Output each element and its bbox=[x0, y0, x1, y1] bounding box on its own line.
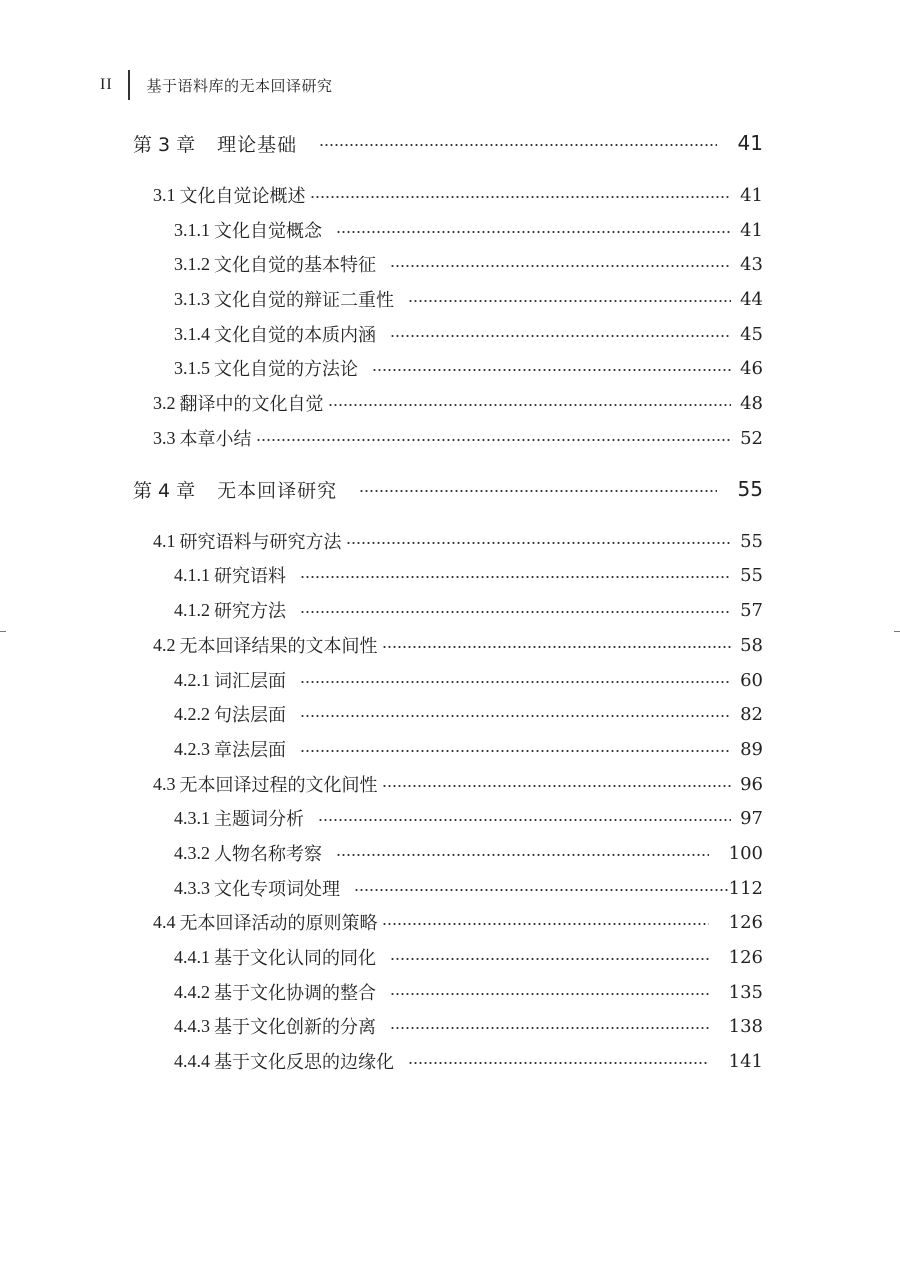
dot-leader bbox=[390, 1026, 709, 1030]
toc-subsection-4-1-1[interactable] bbox=[174, 557, 763, 593]
dot-leader bbox=[336, 230, 731, 234]
toc-section-4-1[interactable] bbox=[153, 523, 763, 559]
page-number: 58 bbox=[740, 634, 763, 656]
subsection-title: 文化自觉的辩证二重性 bbox=[214, 290, 394, 311]
toc-subsection-4-2-1[interactable] bbox=[174, 662, 763, 698]
dot-leader bbox=[372, 368, 731, 372]
dot-leader bbox=[354, 888, 729, 892]
chapter-title: 无本回译研究 bbox=[217, 479, 338, 502]
toc-subsection-4-4-3[interactable] bbox=[174, 1008, 763, 1044]
page-number: 48 bbox=[740, 392, 763, 414]
toc-section-3-2[interactable] bbox=[153, 385, 763, 421]
dot-leader bbox=[382, 922, 709, 926]
dot-leader bbox=[336, 853, 709, 857]
running-header bbox=[100, 70, 333, 100]
subsection-number: 4.1.2 bbox=[174, 599, 210, 620]
subsection-number: 4.2.2 bbox=[174, 703, 210, 724]
page-number: 97 bbox=[740, 807, 763, 829]
subsection-number: 3.1.4 bbox=[174, 323, 210, 344]
chapter-number: 第 3 章 bbox=[133, 133, 196, 156]
dot-leader bbox=[300, 610, 731, 614]
page-number: 41 bbox=[737, 131, 763, 155]
section-number: 3.3 bbox=[153, 427, 176, 448]
page-number: 96 bbox=[740, 773, 763, 795]
dot-leader bbox=[382, 645, 732, 649]
page-number: 135 bbox=[728, 981, 763, 1003]
section-title: 无本回译过程的文化间性 bbox=[179, 775, 378, 796]
section-title: 本章小结 bbox=[179, 429, 252, 450]
toc-subsection-4-3-2[interactable] bbox=[174, 835, 763, 871]
dot-leader bbox=[408, 299, 731, 303]
page-number: 138 bbox=[728, 1015, 763, 1037]
subsection-number: 3.1.2 bbox=[174, 253, 210, 274]
subsection-number: 4.4.1 bbox=[174, 946, 210, 967]
header-book-title: 基于语料库的无本回译研究 bbox=[146, 76, 333, 95]
dot-leader bbox=[300, 749, 731, 753]
section-number: 3.2 bbox=[153, 392, 176, 413]
toc-subsection-4-2-3[interactable] bbox=[174, 731, 763, 767]
section-number: 4.2 bbox=[153, 634, 176, 655]
crop-mark-left bbox=[0, 631, 6, 632]
toc-subsection-3-1-1[interactable] bbox=[174, 212, 763, 248]
page-number: 44 bbox=[740, 288, 763, 310]
page-number: 89 bbox=[740, 738, 763, 760]
subsection-title: 词汇层面 bbox=[214, 671, 286, 692]
toc-section-4-4[interactable] bbox=[153, 904, 763, 940]
toc-subsection-3-1-2[interactable] bbox=[174, 246, 763, 282]
page-number: 126 bbox=[728, 946, 763, 968]
page-number: 46 bbox=[740, 357, 763, 379]
toc-subsection-4-4-1[interactable] bbox=[174, 939, 763, 975]
page-number: 52 bbox=[740, 427, 763, 449]
page-number: 57 bbox=[740, 599, 763, 621]
toc-subsection-4-1-2[interactable] bbox=[174, 592, 763, 628]
page-number: 41 bbox=[740, 219, 763, 241]
subsection-title: 文化自觉的本质内涵 bbox=[214, 325, 376, 346]
toc-section-3-1[interactable] bbox=[153, 177, 763, 213]
page-number: 112 bbox=[728, 877, 763, 899]
subsection-number: 4.3.2 bbox=[174, 842, 210, 863]
chapter-number: 第 4 章 bbox=[133, 479, 196, 502]
subsection-number: 4.4.3 bbox=[174, 1015, 210, 1036]
subsection-title: 基于文化认同的同化 bbox=[214, 948, 376, 969]
page-number: 45 bbox=[740, 323, 763, 345]
subsection-title: 研究方法 bbox=[214, 601, 286, 622]
subsection-title: 文化自觉的方法论 bbox=[214, 359, 358, 380]
dot-leader bbox=[300, 575, 731, 579]
dot-leader bbox=[319, 143, 717, 147]
toc-section-4-3[interactable] bbox=[153, 766, 763, 802]
subsection-title: 基于文化反思的边缘化 bbox=[214, 1052, 394, 1073]
page-number: 126 bbox=[728, 911, 763, 933]
subsection-number: 3.1.5 bbox=[174, 357, 210, 378]
subsection-number: 3.1.1 bbox=[174, 219, 210, 240]
subsection-number: 3.1.3 bbox=[174, 288, 210, 309]
subsection-title: 文化自觉概念 bbox=[214, 221, 322, 242]
toc-subsection-4-2-2[interactable] bbox=[174, 696, 763, 732]
section-number: 4.4 bbox=[153, 911, 176, 932]
dot-leader bbox=[359, 489, 717, 493]
subsection-title: 基于文化协调的整合 bbox=[214, 983, 376, 1004]
toc-chapter-3[interactable] bbox=[133, 125, 763, 161]
subsection-title: 章法层面 bbox=[214, 740, 286, 761]
subsection-number: 4.4.2 bbox=[174, 981, 210, 1002]
header-page-number: II bbox=[100, 76, 113, 93]
section-title: 无本回译活动的原则策略 bbox=[179, 913, 378, 934]
dot-leader bbox=[318, 818, 731, 822]
page-number: 41 bbox=[740, 184, 763, 206]
subsection-title: 人物名称考察 bbox=[214, 844, 322, 865]
subsection-title: 主题词分析 bbox=[214, 809, 304, 830]
subsection-title: 句法层面 bbox=[214, 705, 286, 726]
page-number: 60 bbox=[740, 669, 763, 691]
toc-chapter-4[interactable] bbox=[133, 471, 763, 507]
toc-subsection-3-1-4[interactable] bbox=[174, 316, 763, 352]
section-title: 文化自觉论概述 bbox=[179, 186, 306, 207]
dot-leader bbox=[390, 957, 709, 961]
section-number: 4.3 bbox=[153, 773, 176, 794]
crop-mark-right bbox=[894, 631, 900, 632]
page-number: 43 bbox=[740, 253, 763, 275]
dot-leader bbox=[346, 541, 732, 545]
dot-leader bbox=[310, 195, 732, 199]
toc-section-3-3[interactable] bbox=[153, 420, 763, 456]
page-number: 55 bbox=[737, 477, 763, 501]
subsection-number: 4.2.3 bbox=[174, 738, 210, 759]
subsection-number: 4.2.1 bbox=[174, 669, 210, 690]
toc-subsection-4-4-4[interactable] bbox=[174, 1043, 763, 1079]
section-number: 3.1 bbox=[153, 184, 176, 205]
page-number: 55 bbox=[740, 564, 763, 586]
subsection-title: 基于文化创新的分离 bbox=[214, 1017, 376, 1038]
toc-subsection-3-1-5[interactable] bbox=[174, 350, 763, 386]
page-number: 55 bbox=[740, 530, 763, 552]
page-number: 82 bbox=[740, 703, 763, 725]
section-title: 研究语料与研究方法 bbox=[179, 532, 342, 553]
dot-leader bbox=[328, 403, 732, 407]
subsection-title: 文化自觉的基本特征 bbox=[214, 255, 376, 276]
dot-leader bbox=[382, 784, 732, 788]
subsection-number: 4.4.4 bbox=[174, 1050, 210, 1071]
dot-leader bbox=[300, 714, 731, 718]
toc-section-4-2[interactable] bbox=[153, 627, 763, 663]
toc-subsection-4-4-2[interactable] bbox=[174, 974, 763, 1010]
toc-subsection-4-3-1[interactable] bbox=[174, 800, 763, 836]
dot-leader bbox=[390, 992, 709, 996]
section-title: 无本回译结果的文本间性 bbox=[179, 636, 378, 657]
section-number: 4.1 bbox=[153, 530, 176, 551]
dot-leader bbox=[408, 1061, 709, 1065]
subsection-number: 4.3.1 bbox=[174, 807, 210, 828]
subsection-number: 4.3.3 bbox=[174, 877, 210, 898]
toc-subsection-3-1-3[interactable] bbox=[174, 281, 763, 317]
dot-leader bbox=[300, 680, 731, 684]
section-title: 翻译中的文化自觉 bbox=[179, 394, 324, 415]
dot-leader bbox=[390, 334, 731, 338]
subsection-title: 文化专项词处理 bbox=[214, 879, 340, 900]
subsection-title: 研究语料 bbox=[214, 566, 286, 587]
dot-leader bbox=[256, 438, 732, 442]
page-number: 100 bbox=[728, 842, 763, 864]
chapter-title: 理论基础 bbox=[217, 133, 298, 156]
header-divider bbox=[128, 70, 130, 100]
toc-subsection-4-3-3[interactable] bbox=[174, 870, 763, 906]
dot-leader bbox=[390, 264, 731, 268]
page-number: 141 bbox=[728, 1050, 763, 1072]
subsection-number: 4.1.1 bbox=[174, 564, 210, 585]
